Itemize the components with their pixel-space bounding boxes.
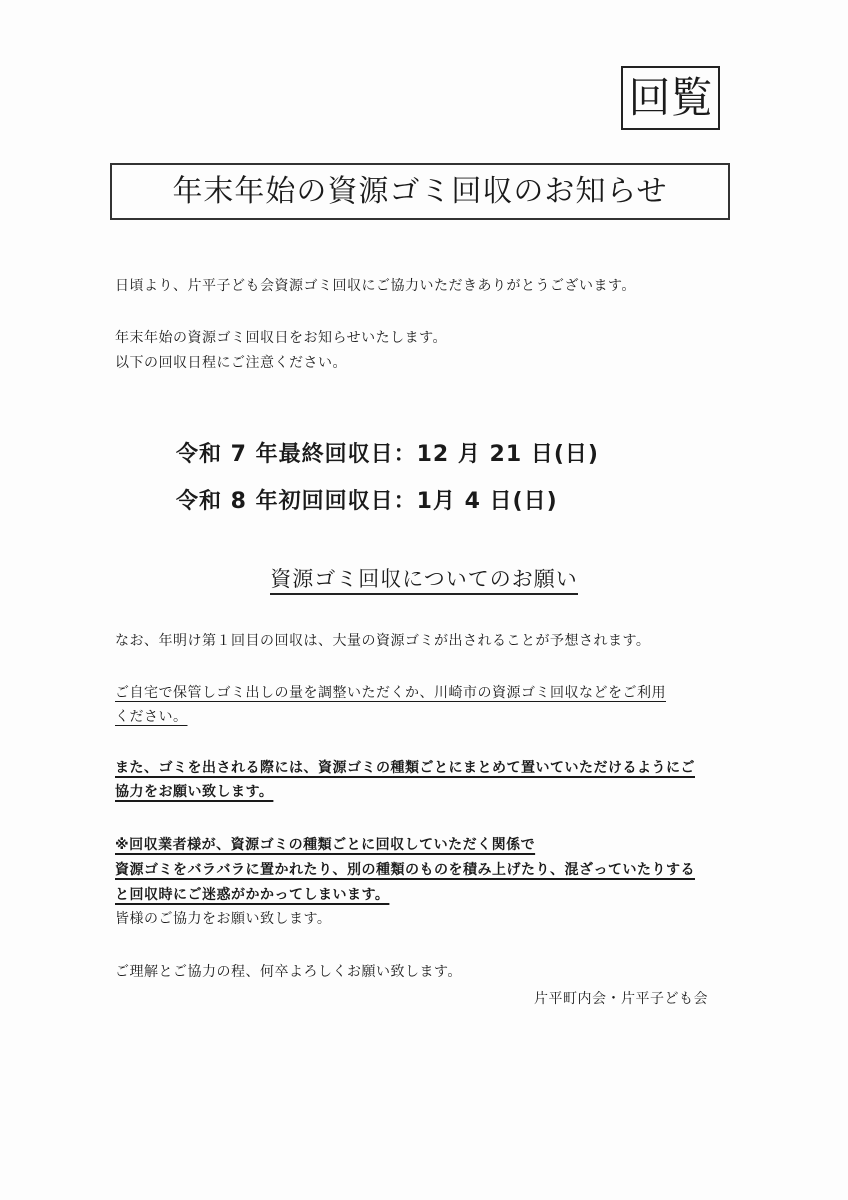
request-paragraph-4-line-3 [115,884,389,904]
signature: 片平町内会・片平子ども会 [534,991,708,1007]
closing-line: ご理解とご協力の程、何卒よろしくお願い致します。 [115,964,462,980]
request-paragraph-4-line-1-text: ※回収業者様が、資源ゴミの種類ごとに回収していただく関係で [115,837,536,853]
intro-line-2: 年末年始の資源ゴミ回収日をお知らせいたします。 [115,330,447,346]
request-paragraph-2-line-2-text: ください。 [115,709,188,725]
request-paragraph-2-line-1 [115,682,666,702]
request-paragraph-3-line-1-text: また、ゴミを出される際には、資源ゴミの種類ごとにまとめて置いていただけるようにご [115,760,695,776]
request-paragraph-3-line-1 [115,757,695,777]
request-paragraph-4-line-2 [115,859,695,879]
last-collection-date: 令和 7 年最終回収日：12 月 21 日(日) [176,442,599,467]
request-heading-text: 資源ゴミ回収についてのお願い [270,567,578,595]
request-paragraph-3-line-2 [115,781,273,801]
first-collection-date: 令和 8 年初回回収日：1月 4 日(日) [176,489,558,514]
circulation-stamp: 回覧 [621,66,720,130]
intro-line-3: 以下の回収日程にご注意ください。 [115,355,347,371]
request-paragraph-4-line-2-text: 資源ゴミをバラバラに置かれたり、別の種類のものを積み上げたり、混ざっていたりする [115,862,695,878]
request-paragraph-4-line-3-text: と回収時にご迷惑がかかってしまいます。 [115,887,390,903]
request-paragraph-2-line-2 [115,706,188,726]
request-paragraph-4-line-1 [115,834,535,854]
request-paragraph-2-line-1-text: ご自宅で保管しゴミ出しの量を調整いただくか、川崎市の資源ゴミ回収などをご利用 [115,685,666,701]
intro-line-1: 日頃より、片平子ども会資源ゴミ回収にご協力いただきありがとうございます。 [115,278,636,294]
request-paragraph-3-line-2-text: 協力をお願い致します。 [115,784,274,800]
request-paragraph-4-line-4: 皆様のご協力をお願い致します。 [115,911,332,927]
request-heading [0,563,848,593]
request-paragraph-1: なお、年明け第１回目の回収は、大量の資源ゴミが出されることが予想されます。 [115,633,651,649]
notice-title: 年末年始の資源ゴミ回収のお知らせ [110,163,730,220]
